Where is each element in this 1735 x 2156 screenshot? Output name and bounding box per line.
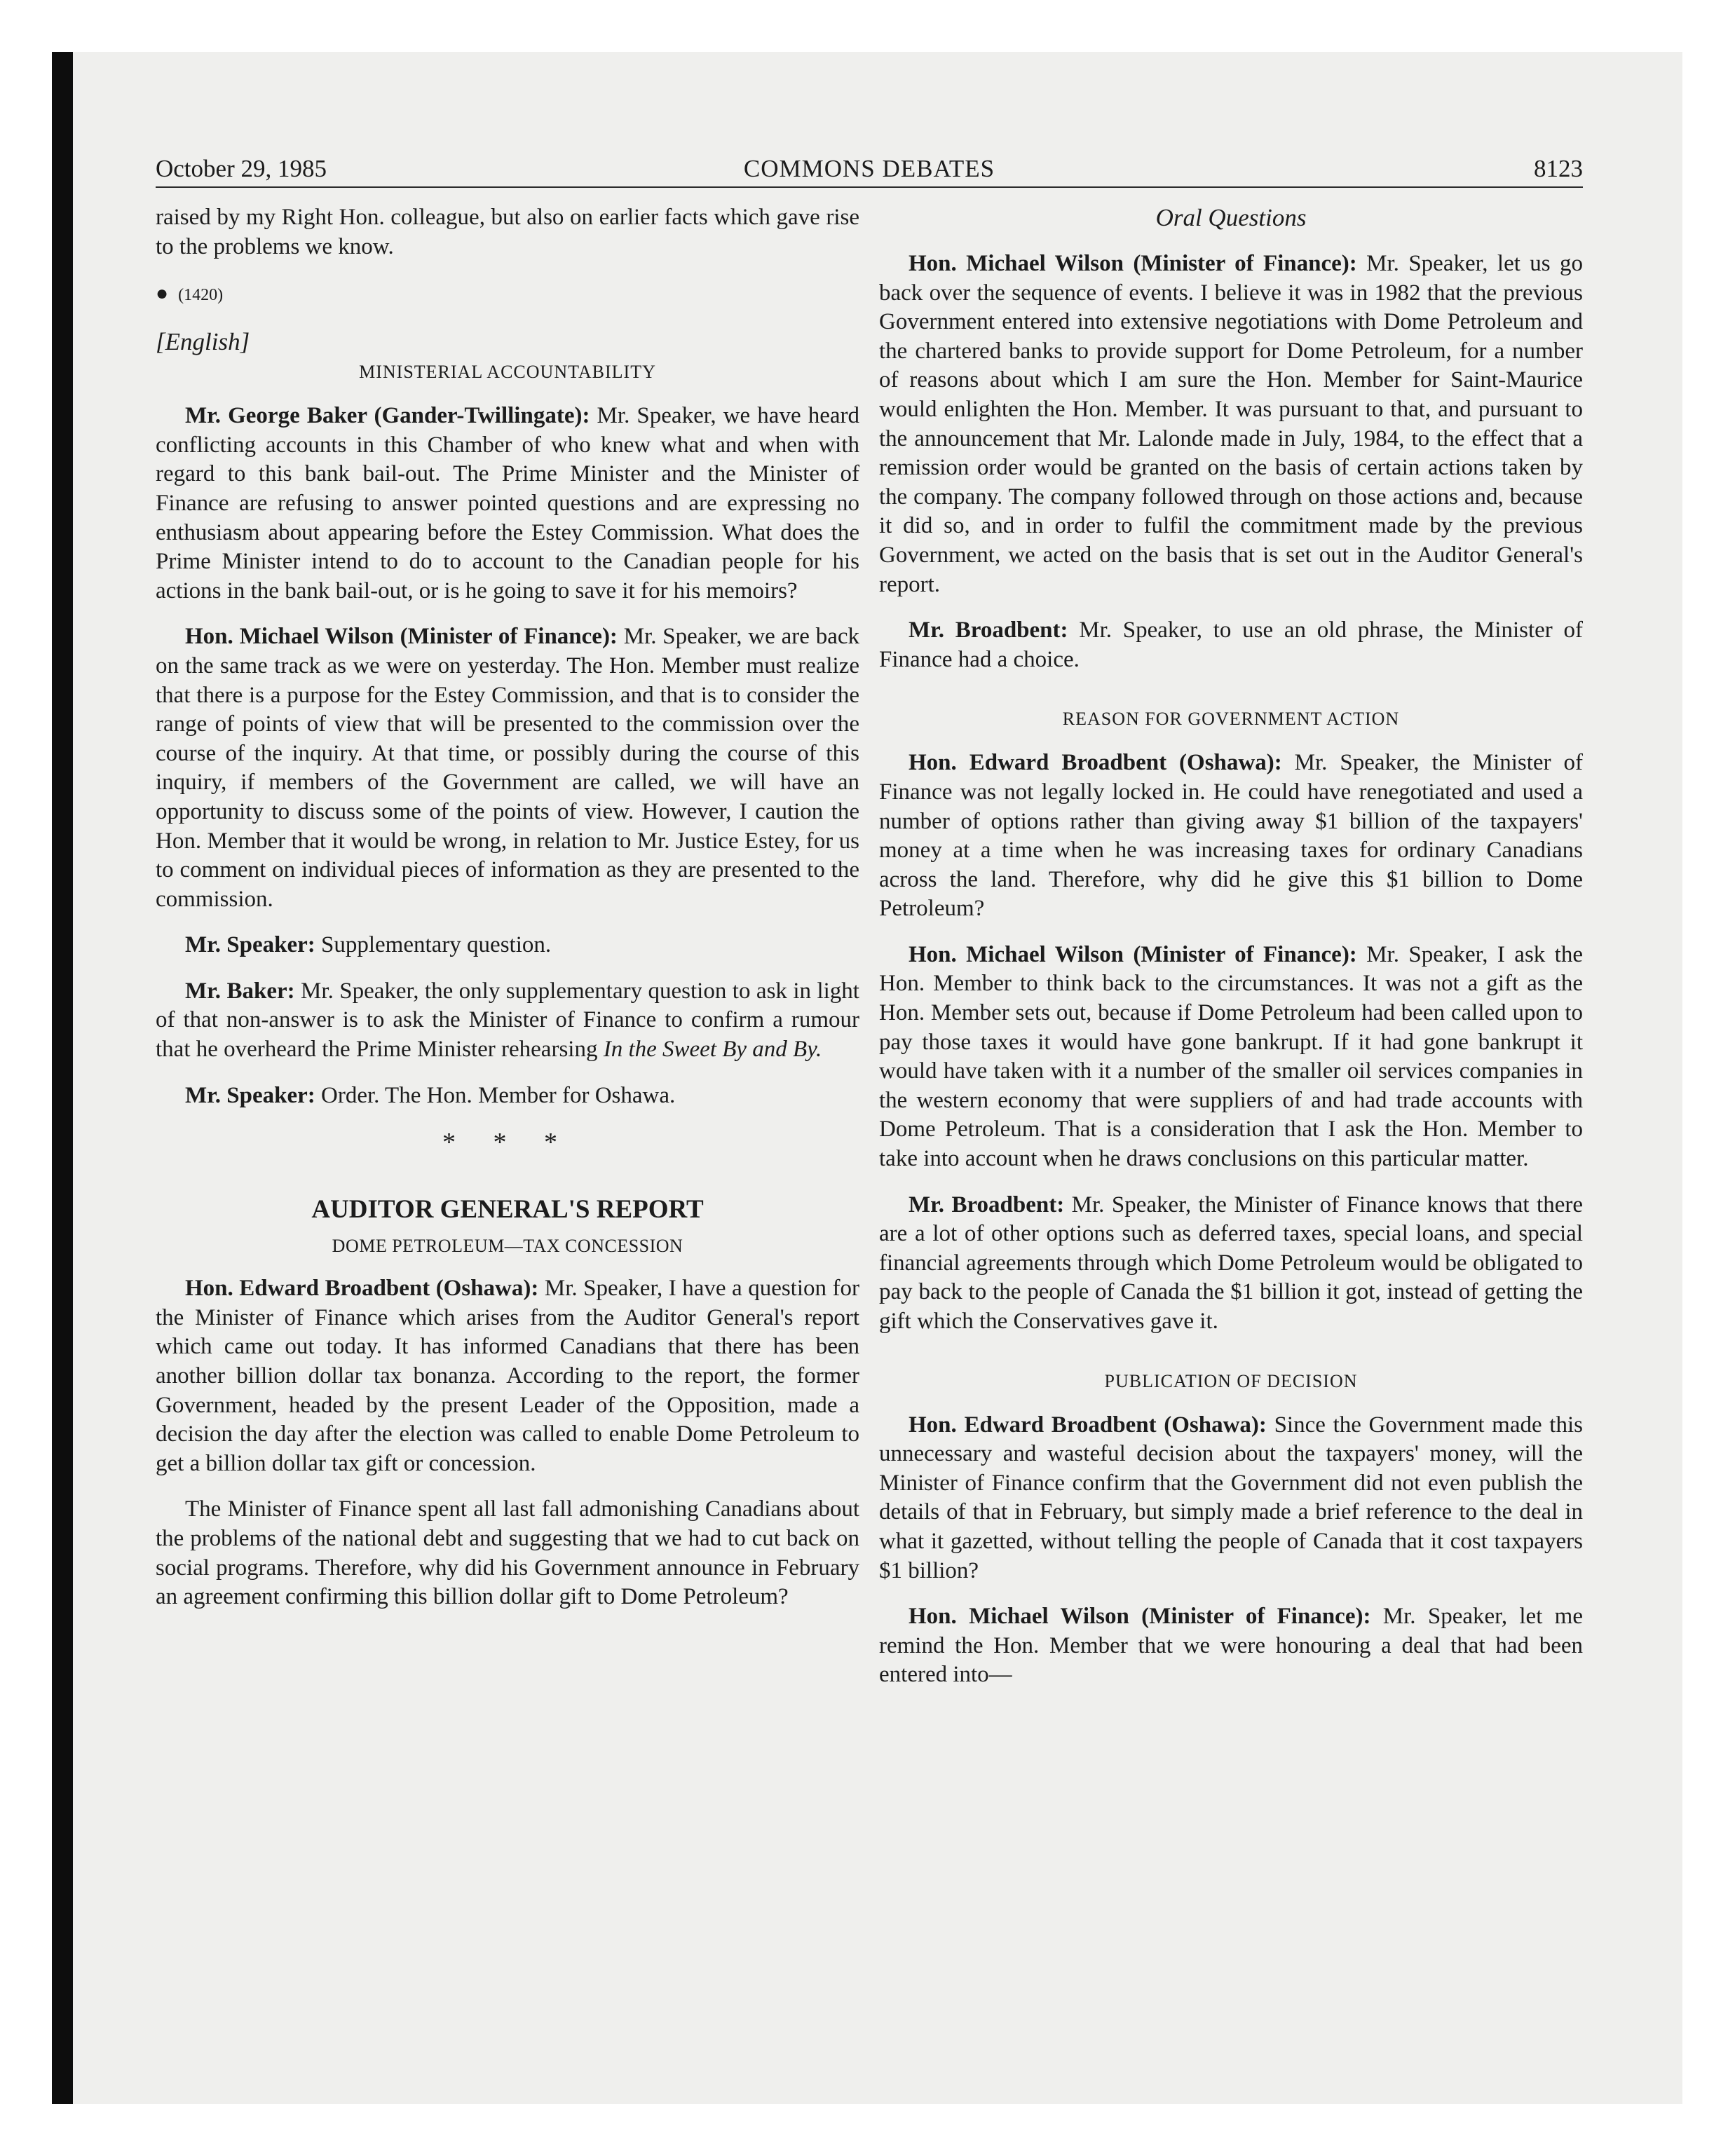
left-column <box>156 203 859 1629</box>
speech-text: Mr. Speaker, I ask the Hon. Member to think back to the circumstances. It was not a gift as the Hon. Member sets out, because if Dome Petroleum had been called upon to pay those taxes it would have gone bankrupt. If it had gone bankrupt it would have taken with it a number of the smaller oil services companies in the western economy that were suppliers of and had trade accounts with Dome Petroleum. That is a consideration that I ask the Hon. Member to take into account when he draws conclusions on this particular matter. <box>879 941 1583 1172</box>
speech-text: Mr. Speaker, to use an old phrase, the Minister of Finance had a choice. <box>879 618 1583 672</box>
speaker-name: Mr. George Baker (Gander-Twillingate): <box>185 403 590 429</box>
speaker-name: Mr. Broadbent: <box>909 618 1068 643</box>
subheading-dome-petroleum: DOME PETROLEUM—TAX CONCESSION <box>332 1236 683 1257</box>
speaker-name: Mr. Speaker: <box>185 932 315 958</box>
speech-text: Mr. Speaker, let me remind the Hon. Member that we were honouring a deal that had been entered into— <box>879 1604 1583 1688</box>
speech-text: Mr. Speaker, I have a question for the Minister of Finance which arises from the Auditor General's report which came out today. It has informed Canadians that there has been another billion dollar tax bonanza. According to the report, the former Government, headed by the present Leader of the Opposition, made a decision the day after the election was called to enable Dome Petroleum to get a billion dollar tax gift or concession. <box>156 1276 859 1476</box>
speaker-name: Mr. Broadbent: <box>909 1192 1065 1217</box>
header-publication-title: COMMONS DEBATES <box>743 155 995 182</box>
scan-binding-edge <box>52 52 73 2104</box>
page-header <box>156 153 1583 188</box>
speaker-name: Mr. Baker: <box>185 978 295 1004</box>
bullet-icon: ● <box>156 282 169 306</box>
header-page-number: 8123 <box>1534 155 1583 182</box>
speech-text: Mr. Speaker, the Minister of Finance was not legally locked in. He could have renegotiated and used a number of options rather than giving away $1 billion of the taxpayers' money at a time when he was increasing taxes for ordinary Canadians across the land. Therefore, why did he give this $1 billion to Dome Petroleum? <box>879 750 1583 922</box>
timestamp-marker <box>156 280 859 309</box>
speaker-name: Hon. Edward Broadbent (Oshawa): <box>909 1412 1267 1438</box>
speech-text: Order. The Hon. Member for Oshawa. <box>315 1082 676 1108</box>
continued-paragraph: raised by my Right Hon. colleague, but also on earlier facts which gave rise to the problems we know. <box>156 205 859 259</box>
speech-text: Mr. Speaker, we are back on the same track as we were on yesterday. The Hon. Member must realize that there is a purpose for the Estey Commission, and that is to consider the range of points of view that will be presented to the commission over the course of the inquiry. At that time, or possibly during the course of this inquiry, if members of the Government are called, we will have an opportunity to discuss some of the points of view. However, I caution the Hon. Member that it would be wrong, in relation to Mr. Justice Estey, for us to comment on individual pieces of information as they are presented to the commission. <box>156 624 859 912</box>
speech-text: Since the Government made this unnecessary and wasteful decision about the taxpayers' money, will the Minister of Finance confirm that the Government did not even publish the details of that in February, but simply made a brief reference to the deal in what it gazetted, without telling the people of Canada that it cost taxpayers $1 billion? <box>879 1412 1583 1583</box>
subheading-ministerial-accountability: MINISTERIAL ACCOUNTABILITY <box>359 362 656 383</box>
speaker-name: Mr. Speaker: <box>185 1082 315 1108</box>
speech-paragraph <box>156 402 859 606</box>
speech-paragraph <box>156 977 859 1065</box>
speech-paragraph <box>156 622 859 914</box>
speech-paragraph <box>156 1274 859 1478</box>
speaker-name: Hon. Edward Broadbent (Oshawa): <box>185 1276 539 1302</box>
section-separator: * * * <box>442 1128 573 1158</box>
major-heading-auditor-general: AUDITOR GENERAL'S REPORT <box>311 1195 704 1224</box>
speech-text: Mr. Speaker, the only supplementary question to ask in light of that non-answer is to ask the Minister of Finance to confirm a rumour that he overheard the Prime Minister rehearsing <box>156 978 859 1063</box>
speech-paragraph <box>156 1082 859 1111</box>
speech-paragraph <box>879 616 1583 674</box>
header-date: October 29, 1985 <box>156 155 327 182</box>
speech-paragraph <box>879 1191 1583 1337</box>
song-title: In the Sweet By and By. <box>603 1037 822 1063</box>
speech-paragraph <box>879 749 1583 924</box>
speech-paragraph <box>156 931 859 960</box>
timestamp-text: (1420) <box>178 286 224 305</box>
speech-paragraph <box>879 1411 1583 1586</box>
speaker-name: Hon. Michael Wilson (Minister of Finance): <box>909 1604 1371 1630</box>
speech-text: Mr. Speaker, the Minister of Finance knows that there are a lot of other options such as deferred taxes, special loans, and special financial agreements through which Dome Petroleum would be obligated to pay back to the people of Canada the $1 billion it got, instead of getting the gift which the Conservatives gave it. <box>879 1192 1583 1334</box>
header-rule <box>156 186 1583 188</box>
speech-paragraph: The Minister of Finance spent all last fall admonishing Canadians about the problems of the national debt and suggesting that we had to cut back on social programs. Therefore, why did his Government announce in February an agreement confirming this billion dollar gift to Dome Petroleum? <box>156 1496 859 1610</box>
speech-text: Mr. Speaker, we have heard conflicting accounts in this Chamber of who knew what and when with regard to this bank bail-out. The Prime Minister and the Minister of Finance are refusing to answer pointed questions and are expressing no enthusiasm about appearing before the Estey Commission. What does the Prime Minister intend to do to account to the Canadian people for his actions in the bank bail-out, or is he going to save it for his memoirs? <box>156 403 859 603</box>
speech-paragraph <box>879 250 1583 599</box>
speaker-name: Hon. Edward Broadbent (Oshawa): <box>909 750 1282 776</box>
speaker-name: Hon. Michael Wilson (Minister of Finance): <box>909 251 1357 276</box>
speaker-name: Hon. Michael Wilson (Minister of Finance): <box>909 941 1357 967</box>
subheading-reason-for-government-action: REASON FOR GOVERNMENT ACTION <box>1062 709 1400 730</box>
speaker-name: Hon. Michael Wilson (Minister of Finance): <box>185 624 618 650</box>
running-head: Oral Questions <box>1155 204 1307 231</box>
language-marker: [English] <box>156 328 250 356</box>
right-column <box>879 203 1583 1707</box>
speech-text: Supplementary question. <box>315 932 552 958</box>
speech-text: Mr. Speaker, let us go back over the sequence of events. I believe it was in 1982 that the previous Government entered into extensive negotiations with Dome Petroleum and the chartered banks to provide support for Dome Petroleum, for a number of reasons about which I am sure the Hon. Member for Saint-Maurice would enlighten the Hon. Member. It was pursuant to that, and pursuant to the announcement that Mr. Lalonde made in July, 1984, to the effect that a remission order would be granted on the basis of certain actions taken by the company. The company followed through on those actions and, because it did so, and in order to fulfil the commitment made by the previous Government, we acted on the basis that is set out in the Auditor General's report. <box>879 251 1583 597</box>
subheading-publication-of-decision: PUBLICATION OF DECISION <box>1104 1370 1358 1391</box>
speech-paragraph <box>879 1602 1583 1690</box>
speech-paragraph <box>879 941 1583 1174</box>
